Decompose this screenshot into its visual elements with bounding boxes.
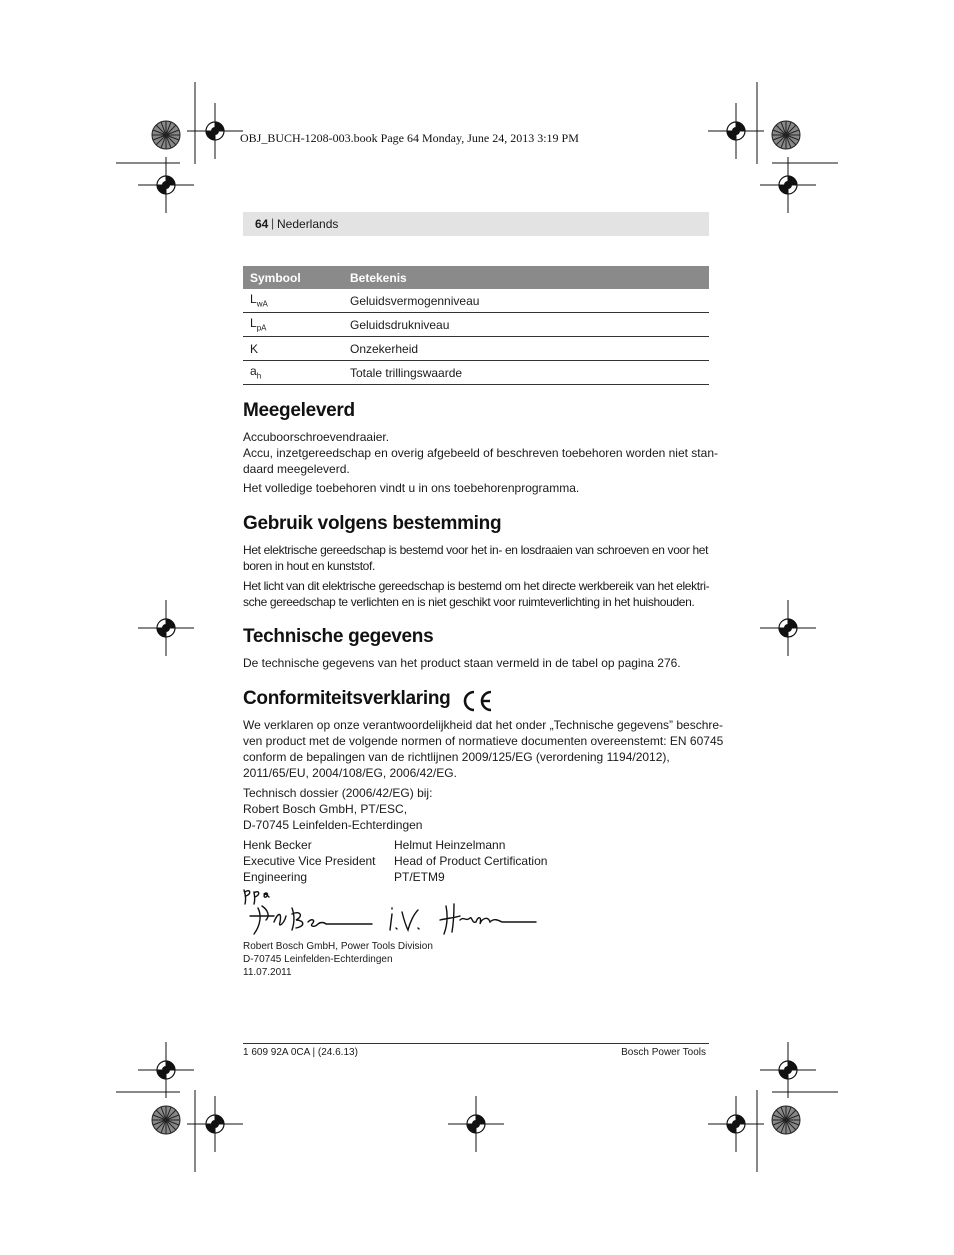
signer-2 [394,837,547,885]
symbol-subscript: pA [256,323,267,333]
text-line: 2011/65/EU, 2004/108/EG, 2006/42/EG. [243,766,457,780]
crosshair-icon [760,1042,816,1098]
column-header-symbol: Symbool [243,266,343,289]
table-row [243,289,709,313]
footer-brand: Bosch Power Tools [621,1047,706,1058]
text-line: boren in hout en kunststof. [243,559,375,573]
section-title-meegeleverd: Meegeleverd [243,400,355,421]
date-text: 11.07.2011 [243,967,292,978]
crosshair-icon [760,600,816,656]
text-line: ven product met de volgende normen of normatieve documenten overeenstemt: EN 60745 [243,734,724,748]
table-header-row [243,266,709,289]
crosshair-icon [448,1096,504,1152]
signer-department: Engineering [243,870,308,884]
section-title-gebruik: Gebruik volgens bestemming [243,513,502,534]
star-mark-icon [772,121,800,149]
symbol-text: L [250,316,257,331]
symbol-text: K [250,341,259,356]
symbol-cell [243,337,343,361]
footer-divider [243,1043,709,1044]
company-address [243,940,433,979]
symbol-text: L [250,292,257,307]
meaning-cell: Geluidsvermogenniveau [343,289,709,313]
meaning-cell: Onzekerheid [343,337,709,361]
crosshair-icon [760,157,816,213]
page-header [243,212,709,236]
signer-name: Henk Becker [243,838,312,852]
crosshair-icon [138,157,194,213]
print-header: OBJ_BUCH-1208-003.book Page 64 Monday, June 24, 2013 3:19 PM [240,131,579,145]
language-label: Nederlands [277,217,339,231]
meaning-cell: Geluidsdrukniveau [343,313,709,337]
section-title-technisch: Technische gegevens [243,626,434,647]
signer-title: Head of Product Certification [394,854,548,868]
text-line: D-70745 Leinfelden-Echterdingen [243,954,393,965]
star-mark-icon [152,121,180,149]
table-row [243,337,709,361]
symbol-cell [243,313,343,337]
text-line: We verklaren op onze verantwoordelijkheid dat het onder „Technische gegevens” beschre- [243,718,724,732]
text-line: Accu, inzetgereedschap en overig afgebeeld of beschreven toebehoren worden niet stan- [243,446,718,460]
technisch-text [243,655,713,671]
meaning-cell: Totale trillingswaarde [343,361,709,385]
symbol-cell [243,289,343,313]
text-line: De technische gegevens van het product staan vermeld in de tabel op pagina 276. [243,656,681,670]
column-header-meaning: Betekenis [343,266,709,289]
crosshair-icon [138,600,194,656]
signer-department: PT/ETM9 [394,870,445,884]
meegeleverd-text [243,429,718,477]
technical-dossier [243,785,713,833]
text-line: Het elektrische gereedschap is bestemd voor het in- en losdraaien van schroeven en voor het [243,543,709,557]
footer-document-code: 1 609 92A 0CA | (24.6.13) [243,1047,358,1058]
meegeleverd-note [243,480,713,496]
crosshair-icon [138,1042,194,1098]
text-line: daard meegeleverd. [243,462,350,476]
text-line: Robert Bosch GmbH, Power Tools Division [243,941,433,952]
signer-name: Helmut Heinzelmann [394,838,506,852]
handwritten-signatures [240,886,540,938]
crosshair-icon [708,1096,764,1152]
star-mark-icon [772,1106,800,1134]
header-separator: | [271,216,275,230]
star-mark-icon [152,1106,180,1134]
symbol-text: a [250,364,257,379]
text-line: Accuboorschroevendraaier. [243,430,390,444]
signer-1 [243,837,376,885]
signer-title: Executive Vice President [243,854,376,868]
page-number: 64 [255,217,269,231]
text-line: sche gereedschap te verlichten en is niet geschikt voor ruimteverlichting in het huishouden. [243,595,695,609]
crosshair-icon [708,103,764,159]
text-line: Technisch dossier (2006/42/EG) bij: [243,786,433,800]
symbol-cell [243,361,343,385]
table-row [243,313,709,337]
gebruik-paragraph-2 [243,578,713,610]
symbol-subscript: h [256,371,262,381]
conformiteit-declaration [243,717,724,781]
symbol-table [243,266,709,385]
symbol-subscript: wA [256,299,268,309]
gebruik-paragraph-1 [243,542,713,574]
text-line: D-70745 Leinfelden-Echterdingen [243,818,423,832]
section-title-conformiteit: Conformiteitsverklaring [243,688,451,709]
table-row [243,361,709,385]
text-line: Het volledige toebehoren vindt u in ons toebehorenprogramma. [243,481,580,495]
ce-mark-icon [461,689,493,713]
text-line: conform de bepalingen van de richtlijnen 2009/125/EG (verordening 1194/2012), [243,750,670,764]
text-line: Het licht van dit elektrische gereedschap is bestemd om het directe werkbereik van het elektri- [243,579,710,593]
text-line: Robert Bosch GmbH, PT/ESC, [243,802,408,816]
